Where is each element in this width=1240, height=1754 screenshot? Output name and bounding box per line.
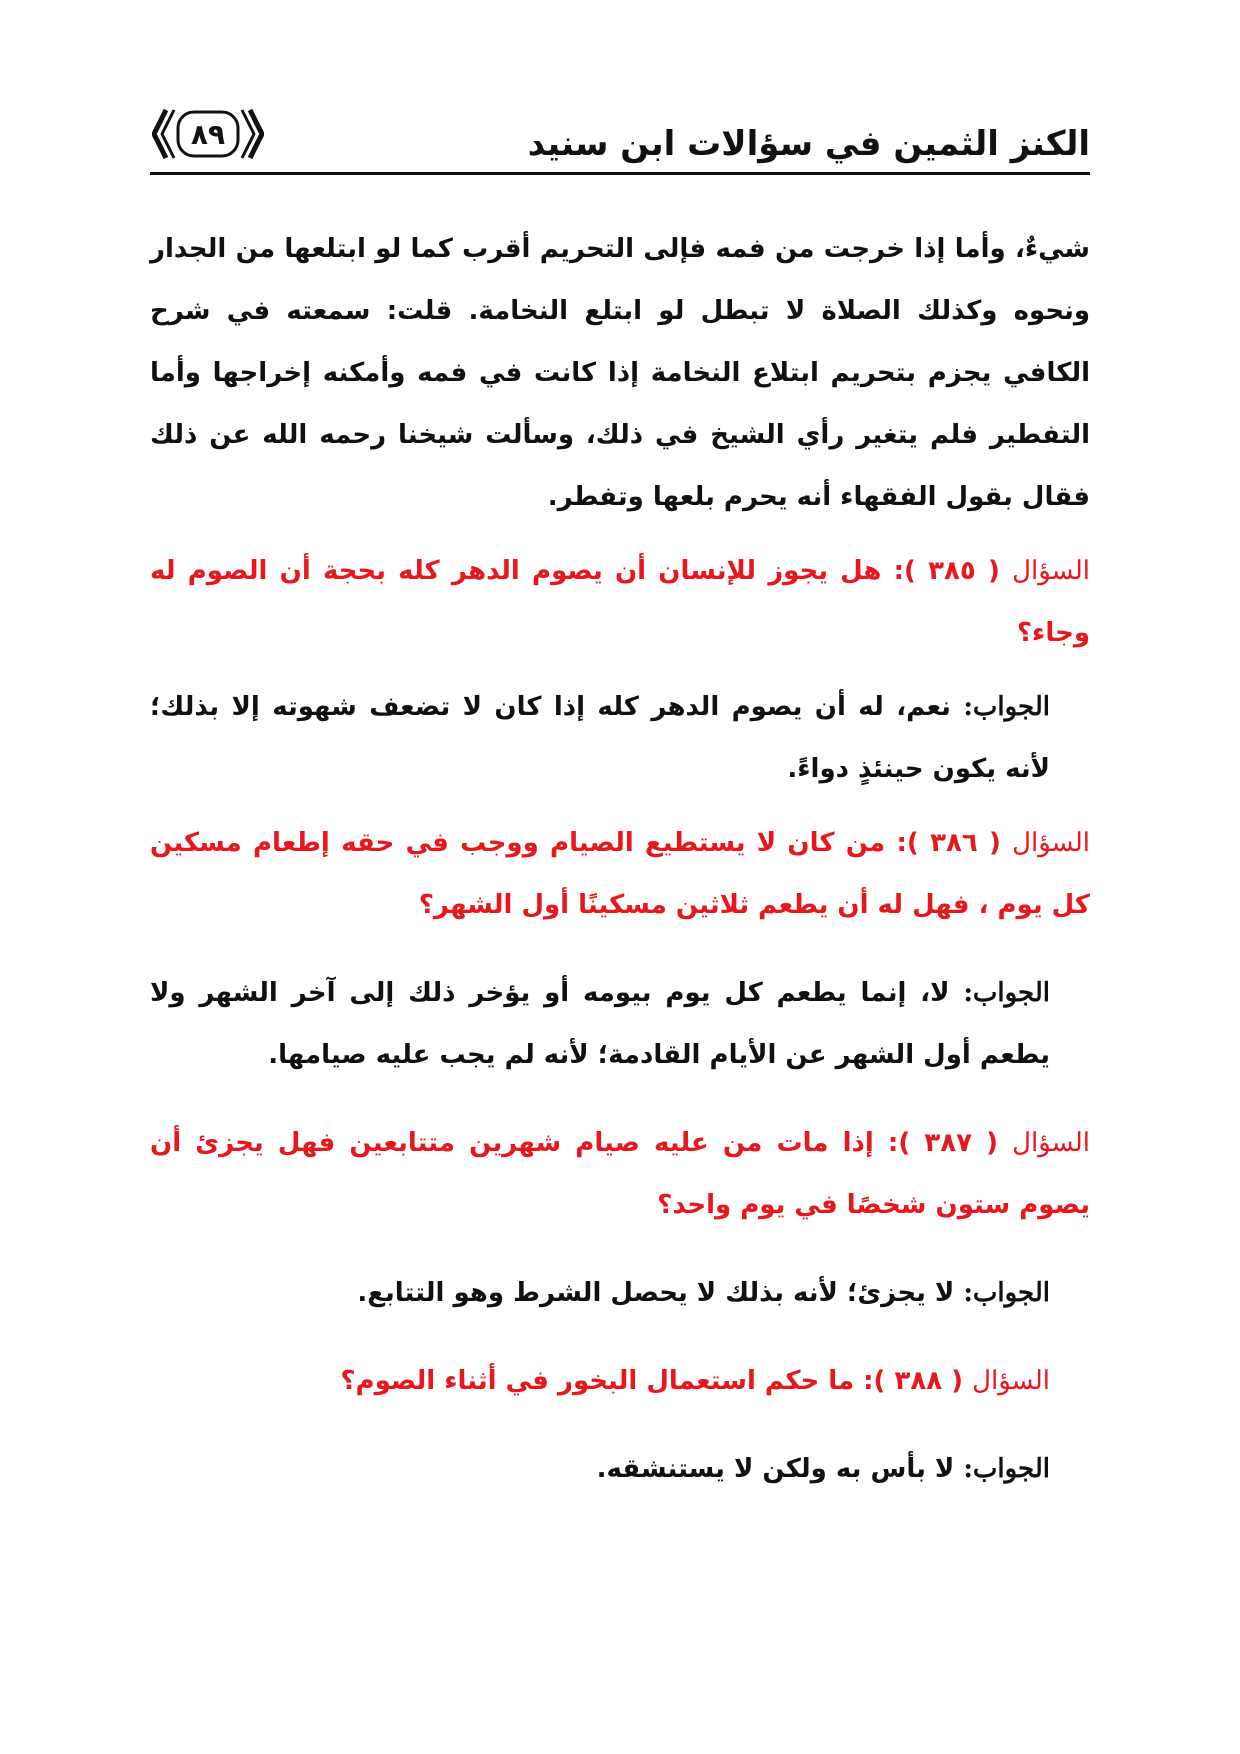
question-label: السؤال [972, 1366, 1050, 1396]
intro-paragraph: شيءٌ، وأما إذا خرجت من فمه فإلى التحريم أقرب كما لو ابتلعها من الجدار ونحوه وكذلك الصلاة لا تبطل لو ابتلع النخامة. قلت: سمعته في شرح الكافي يجزم بتحريم ابتلاع النخامة إذا كانت في فمه وأمكنه إخراجها وأما التفطير فلم يتغير رأي الشيخ في ذلك، وسألت شيخنا رحمه الله عن ذلك فقال بقول الفقهاء أنه يحرم بلعها وتفطر. [150, 234, 1090, 512]
question-label: السؤال [1012, 556, 1091, 586]
answer-text: لا، إنما يطعم كل يوم بيومه أو يؤخر ذلك إلى آخر الشهر ولا يطعم أول الشهر عن الأيام القادمة؛ لأنه لم يجب عليه صيامها. [150, 978, 1050, 1070]
question-387 [150, 1112, 1090, 1236]
answer-text: نعم، له أن يصوم الدهر كله إذا كان لا تضعف شهوته إلا بذلك؛ لأنه يكون حينئذٍ دواءً. [150, 692, 1050, 784]
question-text: ما حكم استعمال البخور في أثناء الصوم؟ [340, 1366, 855, 1396]
answer-label: الجواب: [963, 978, 1050, 1008]
answer-387 [150, 1262, 1090, 1324]
answer-text: لا يجزئ؛ لأنه بذلك لا يحصل الشرط وهو التتابع. [357, 1278, 955, 1308]
answer-385 [150, 676, 1090, 800]
page-number-badge [152, 106, 264, 162]
question-388 [150, 1350, 1090, 1412]
question-number: ( ٣٨٦ ): [896, 828, 1001, 858]
question-text: من كان لا يستطيع الصيام ووجب في حقه إطعام مسكين كل يوم ، فهل له أن يطعم ثلاثين مسكينًا أول الشهر؟ [150, 828, 1090, 920]
question-385 [150, 540, 1090, 664]
page-header [150, 100, 1090, 176]
question-number: ( ٣٨٥ ): [893, 556, 1000, 586]
question-386 [150, 812, 1090, 936]
question-label: السؤال [1012, 1128, 1091, 1158]
book-title: الكنز الثمين في سؤالات ابن سنيد [527, 124, 1090, 164]
question-number: ( ٣٨٨ ): [863, 1366, 964, 1396]
answer-388 [150, 1438, 1090, 1500]
header-divider [150, 172, 1090, 175]
answer-text: لا بأس به ولكن لا يستنشقه. [596, 1454, 955, 1484]
answer-386 [150, 962, 1090, 1086]
page-number: ٨٩ [190, 117, 226, 151]
question-text: هل يجوز للإنسان أن يصوم الدهر كله بحجة أن الصوم له وجاء؟ [150, 556, 1090, 648]
question-number: ( ٣٨٧ ): [887, 1128, 998, 1158]
answer-label: الجواب: [963, 1454, 1050, 1484]
answer-label: الجواب: [963, 1278, 1050, 1308]
question-label: السؤال [1012, 828, 1090, 858]
answer-label: الجواب: [963, 692, 1050, 722]
page-body [150, 218, 1090, 1500]
question-text: إذا مات من عليه صيام شهرين متتابعين فهل يجزئ أن يصوم ستون شخصًا في يوم واحد؟ [150, 1128, 1090, 1220]
